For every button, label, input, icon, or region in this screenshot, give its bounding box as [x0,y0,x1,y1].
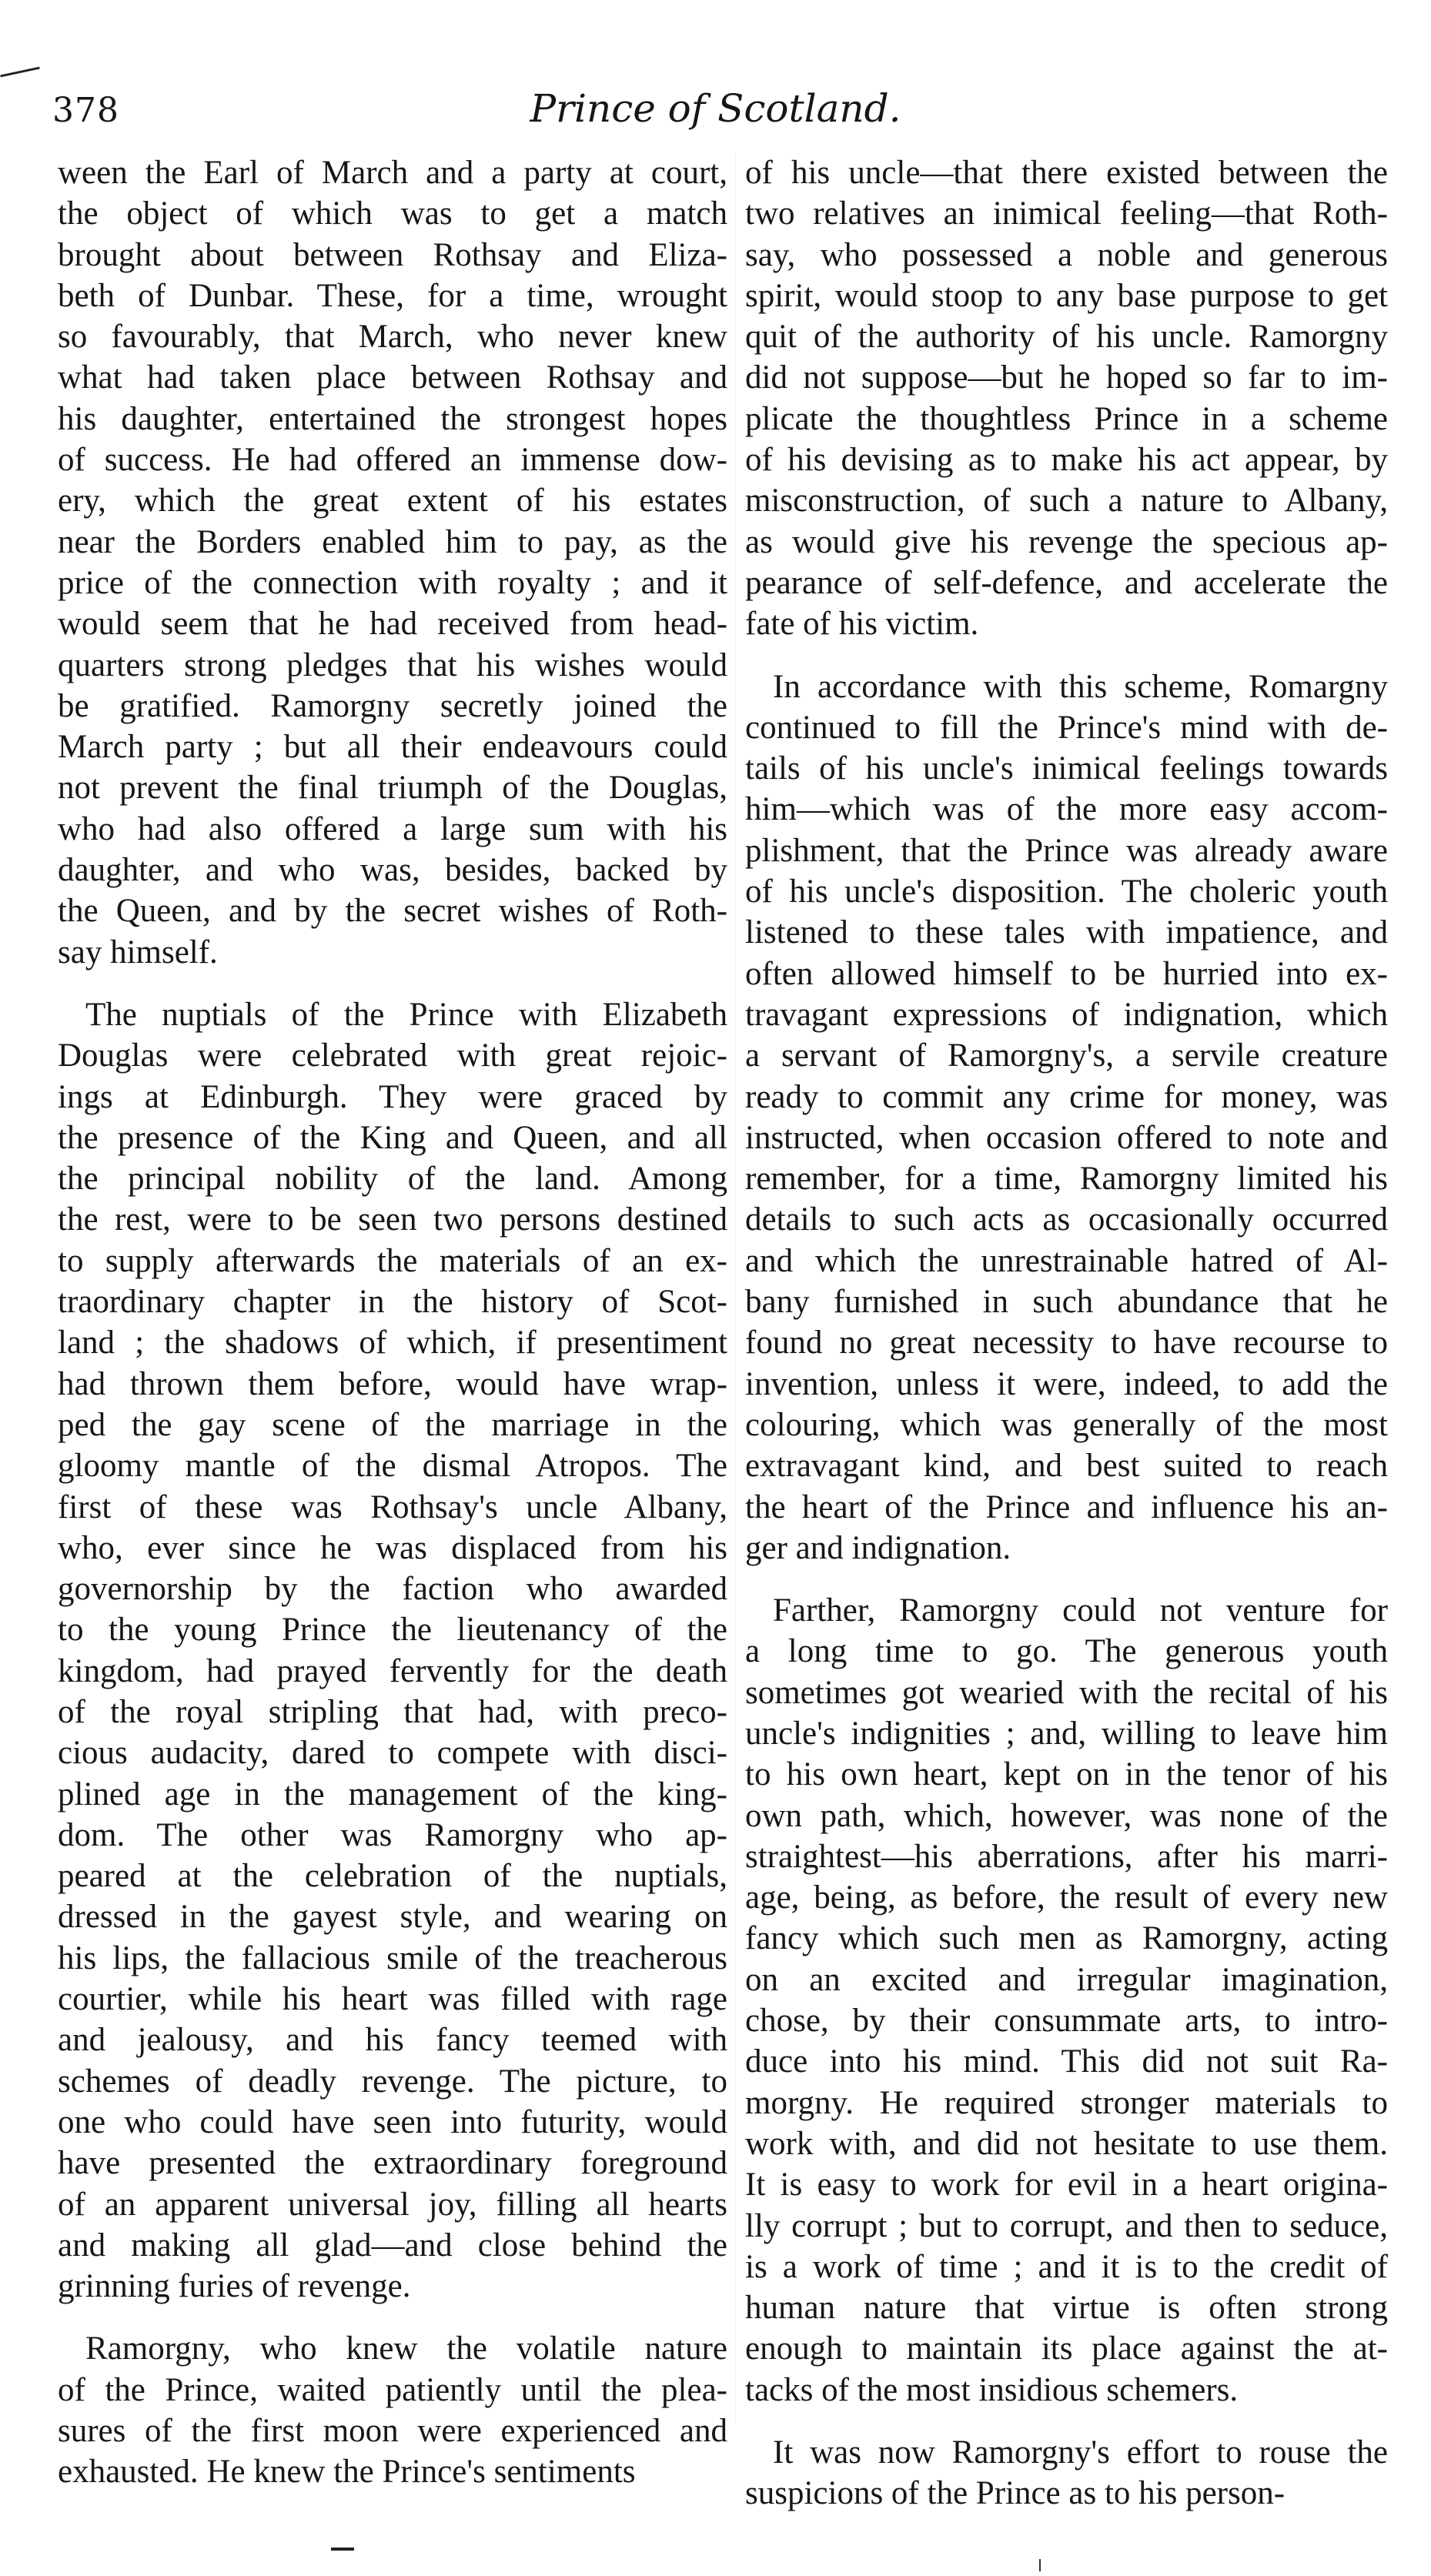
text-line: him—which was of the more easy accom- [745,791,1388,828]
text-line: quit of the authority of his uncle. Ramorgny [745,319,1388,356]
text-line: travagant expressions of indignation, which [745,996,1388,1033]
right-column-paragraph [745,1590,1388,2411]
text-line: ger and indignation. [745,1529,1011,1566]
text-line: gloomy mantle of the dismal Atropos. The [58,1448,727,1485]
page-number: 378 [52,91,119,130]
text-line: misconstruction, of such a nature to Albany, [745,483,1388,520]
text-line: sometimes got wearied with the recital of his [745,1674,1388,1711]
text-line: to his own heart, kept on in the tenor of his [745,1756,1388,1793]
text-line: daughter, and who was, besides, backed by [58,852,727,889]
text-line: It was now Ramorgny's effort to rouse the [773,2434,1388,2471]
text-line: price of the connection with royalty ; and it [58,564,727,601]
text-line: as would give his revenge the specious ap- [745,523,1388,560]
text-line: to the young Prince the lieutenancy of the [58,1612,727,1649]
text-line: plined age in the management of the king- [58,1776,727,1813]
text-line: plicate the thoughtless Prince in a scheme [745,400,1388,437]
text-line: the Queen, and by the secret wishes of Roth- [58,893,727,930]
text-line: exhausted. He knew the Prince's sentiments [58,2454,636,2491]
text-line: suspicions of the Prince as to his person- [745,2475,1286,2512]
text-line: own path, which, however, was none of the [745,1797,1388,1834]
text-line: dom. The other was Ramorgny who ap- [58,1816,727,1853]
right-column-paragraph [745,152,1388,645]
text-line: details to such acts as occasionally occurred [745,1201,1388,1238]
text-line: ery, which the great extent of his estates [58,483,727,520]
text-line: ped the gay scene of the marriage in the [58,1406,727,1443]
text-line: remember, for a time, Ramorgny limited his [745,1161,1388,1198]
text-line: beth of Dunbar. These, for a time, wrought [58,277,727,314]
text-line: quarters strong pledges that his wishes would [58,647,727,683]
text-line: work with, and did not hesitate to use them. [745,2125,1388,2162]
right-column-paragraph [745,2432,1388,2514]
text-line: age, being, as before, the result of every new [745,1879,1388,1916]
text-line: of his uncle—that there existed between the [745,155,1388,191]
text-line: would seem that he had received from head- [58,606,727,643]
text-line: the presence of the King and Queen, and all [58,1119,727,1156]
right-column-paragraph [745,667,1388,1569]
text-line: spirit, would stoop to any base purpose to get [745,277,1388,314]
text-line: The nuptials of the Prince with Elizabeth [85,996,727,1033]
text-line: who, ever since he was displaced from his [58,1529,727,1566]
left-column-paragraph [58,152,727,973]
text-line: lly corrupt ; but to corrupt, and then to seduce, [745,2207,1388,2244]
text-line: Ramorgny, who knew the volatile nature [85,2330,727,2367]
text-line: of success. He had offered an immense dow- [58,442,727,479]
text-line: and jealousy, and his fancy teemed with [58,2022,727,2059]
text-line: instructed, when occasion offered to note and [745,1119,1388,1156]
text-line: so favourably, that March, who never knew [58,319,727,356]
text-line: and which the unrestrainable hatred of Al- [745,1242,1388,1279]
text-line: enough to maintain its place against the at- [745,2330,1388,2367]
text-line: of an apparent universal joy, filling all hearts [58,2186,727,2223]
text-line: traordinary chapter in the history of Scot- [58,1284,727,1321]
text-line: the object of which was to get a match [58,195,727,232]
text-line: have presented the extraordinary foreground [58,2145,727,2182]
text-line: duce into his mind. This did not suit Ra- [745,2043,1388,2080]
text-line: one who could have seen into futurity, would [58,2103,727,2140]
left-text-column [58,152,727,2514]
text-line: ready to commit any crime for money, was [745,1078,1388,1115]
text-line: of the Prince, waited patiently until the plea- [58,2371,727,2408]
text-line: fancy which such men as Ramorgny, acting [745,1920,1388,1957]
text-line: land ; the shadows of which, if presentiment [58,1325,727,1362]
text-line: found no great necessity to have recourse to [745,1325,1388,1362]
running-title: Prince of Scotland. [530,86,901,131]
text-line: two relatives an inimical feeling—that Roth- [745,195,1388,232]
text-line: near the Borders enabled him to pay, as the [58,523,727,560]
footer-tick [1039,2559,1041,2571]
text-line: to supply afterwards the materials of an ex- [58,1242,727,1279]
text-line: invention, unless it were, indeed, to add the [745,1365,1388,1402]
text-line: pearance of self-defence, and accelerate the [745,564,1388,601]
text-line: not prevent the final triumph of the Douglas, [58,770,727,807]
text-line: what had taken place between Rothsay and [58,359,727,396]
text-line: Douglas were celebrated with great rejoic- [58,1037,727,1074]
left-column-paragraph [58,994,727,2307]
text-line: be gratified. Ramorgny secretly joined the [58,687,727,724]
text-line: continued to fill the Prince's mind with de- [745,709,1388,746]
text-line: Farther, Ramorgny could not venture for [773,1592,1388,1629]
column-gutter [735,152,736,2423]
text-line: a long time to go. The generous youth [745,1633,1388,1670]
text-line: chose, by their consummate arts, to intro- [745,2003,1388,2040]
right-text-column [745,152,1388,2536]
text-line: bany furnished in such abundance that he [745,1284,1388,1321]
text-line: say, who possessed a noble and generous [745,236,1388,273]
text-line: the principal nobility of the land. Among [58,1161,727,1198]
text-line: fate of his victim. [745,606,979,643]
text-line: morgny. He required stronger materials to [745,2084,1388,2121]
text-line: governorship by the faction who awarded [58,1571,727,1608]
text-line: peared at the celebration of the nuptials, [58,1858,727,1895]
left-column-paragraph [58,2328,727,2492]
text-line: kingdom, had prayed fervently for the death [58,1652,727,1689]
text-line: often allowed himself to be hurried into ex- [745,955,1388,992]
text-line: his lips, the fallacious smile of the treacherous [58,1940,727,1976]
text-line: schemes of deadly revenge. The picture, to [58,2063,727,2100]
page-header [46,86,1385,140]
footer-mark [331,2548,354,2551]
text-line: a servant of Ramorgny's, a servile creature [745,1037,1388,1074]
text-line: tails of his uncle's inimical feelings towards [745,750,1388,787]
text-line: plishment, that the Prince was already aware [745,832,1388,869]
text-line: of his devising as to make his act appear, by [745,442,1388,479]
corner-pen-mark [0,67,39,78]
text-line: say himself. [58,934,218,971]
text-line: human nature that virtue is often strong [745,2290,1388,2327]
text-line: ween the Earl of March and a party at court, [58,155,727,191]
text-line: ings at Edinburgh. They were graced by [58,1078,727,1115]
text-line: is a work of time ; and it is to the credit of [745,2248,1388,2285]
text-line: It is easy to work for evil in a heart origina- [745,2167,1388,2203]
text-line: uncle's indignities ; and, willing to leave him [745,1715,1388,1752]
text-line: of his uncle's disposition. The choleric youth [745,874,1388,910]
text-line: the rest, were to be seen two persons destined [58,1201,727,1238]
text-line: the heart of the Prince and influence his an- [745,1488,1388,1525]
text-line: colouring, which was generally of the most [745,1406,1388,1443]
text-line: brought about between Rothsay and Eliza- [58,236,727,273]
text-line: on an excited and irregular imagination, [745,1961,1388,1998]
text-line: had thrown them before, would have wrap- [58,1365,727,1402]
text-line: straightest—his aberrations, after his marri- [745,1838,1388,1875]
text-line: of the royal stripling that had, with preco- [58,1693,727,1730]
text-line: In accordance with this scheme, Romargny [773,668,1388,705]
text-line: courtier, while his heart was filled with rage [58,1981,727,2018]
text-line: cious audacity, dared to compete with disci- [58,1735,727,1772]
text-line: March party ; but all their endeavours could [58,729,727,766]
text-line: who had also offered a large sum with his [58,810,727,847]
text-line: first of these was Rothsay's uncle Albany, [58,1488,727,1525]
text-line: tacks of the most insidious schemers. [745,2371,1239,2408]
text-line: and making all glad—and close behind the [58,2227,727,2264]
text-line: did not suppose—but he hoped so far to im- [745,359,1388,396]
text-line: extravagant kind, and best suited to reach [745,1448,1388,1485]
text-line: listened to these tales with impatience, and [745,914,1388,951]
text-line: grinning furies of revenge. [58,2268,411,2305]
text-line: his daughter, entertained the strongest hopes [58,400,727,437]
text-line: dressed in the gayest style, and wearing on [58,1899,727,1936]
text-line: sures of the first moon were experienced and [58,2413,727,2450]
